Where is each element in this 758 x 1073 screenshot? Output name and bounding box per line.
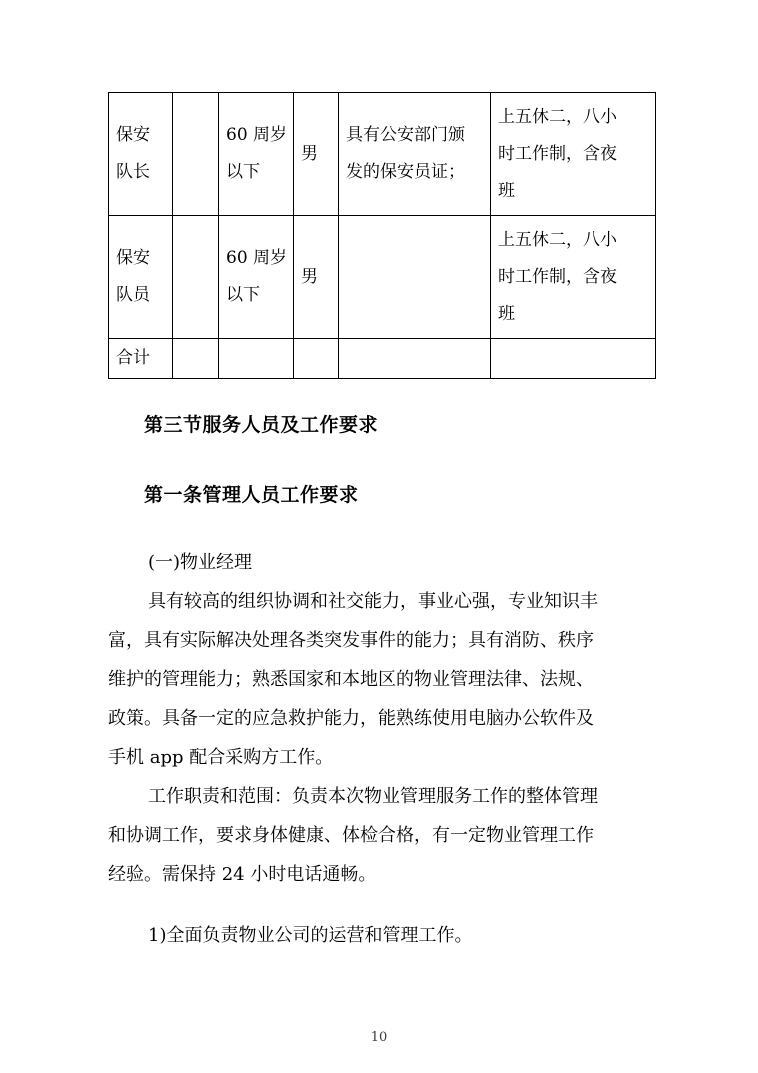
cell-total-age bbox=[219, 339, 294, 379]
cell-text-line: 上五休二，八小 bbox=[498, 106, 617, 127]
cell-qualification bbox=[339, 93, 491, 216]
paragraph-duties-scope bbox=[108, 777, 662, 894]
cell-qualification bbox=[339, 216, 491, 339]
body-line: 具有较高的组织协调和社交能力，事业心强，专业知识丰 bbox=[148, 591, 598, 612]
subsection-label bbox=[108, 543, 662, 582]
body-line: 经验。需保持 24 小时电话通畅。 bbox=[108, 864, 377, 885]
body-line: 1)全面负责物业公司的运营和管理工作。 bbox=[148, 925, 473, 946]
cell-total-schedule bbox=[491, 339, 656, 379]
body-line: 和协调工作，要求身体健康、体检合格，有一定物业管理工作 bbox=[108, 825, 594, 846]
table-row bbox=[109, 93, 656, 216]
cell-age bbox=[219, 216, 294, 339]
cell-count bbox=[173, 93, 219, 216]
cell-text-line: 时工作制，含夜 bbox=[498, 266, 617, 287]
cell-text-line: 上五休二，八小 bbox=[498, 229, 617, 250]
cell-text-line: 保安 bbox=[116, 125, 150, 145]
page-number: 10 bbox=[370, 1030, 388, 1045]
table-row-total bbox=[109, 339, 656, 379]
body-line: 维护的管理能力；熟悉国家和本地区的物业管理法律、法规、 bbox=[108, 669, 594, 690]
cell-text-line: 发的保安员证； bbox=[346, 162, 465, 182]
body-line: 富，具有实际解决处理各类突发事件的能力；具有消防、秩序 bbox=[108, 630, 594, 651]
cell-text-line: 班 bbox=[498, 180, 515, 201]
cell-gender: 男 bbox=[294, 93, 339, 216]
body-line: 政策。具备一定的应急救护能力，能熟练使用电脑办公软件及 bbox=[108, 708, 594, 729]
cell-total-label: 合计 bbox=[109, 339, 173, 379]
paragraph-manager-qualifications bbox=[108, 582, 662, 777]
section-heading: 第三节服务人员及工作要求 bbox=[144, 414, 379, 436]
table-row bbox=[109, 216, 656, 339]
cell-text-line: 具有公安部门颁 bbox=[346, 125, 465, 145]
cell-post bbox=[109, 93, 173, 216]
cell-count bbox=[173, 216, 219, 339]
cell-text-line: 保安 bbox=[116, 248, 150, 268]
cell-schedule bbox=[491, 216, 656, 339]
article-heading: 第一条管理人员工作要求 bbox=[144, 484, 359, 506]
cell-total-count bbox=[173, 339, 219, 379]
cell-text-line: 队长 bbox=[116, 162, 150, 182]
cell-total-gender bbox=[294, 339, 339, 379]
cell-text-line: 60 周岁 bbox=[226, 248, 288, 268]
cell-text-line: 以下 bbox=[226, 162, 260, 182]
cell-text-line: 时工作制，含夜 bbox=[498, 143, 617, 164]
cell-text-line: 队员 bbox=[116, 285, 150, 305]
cell-gender: 男 bbox=[294, 216, 339, 339]
body-line: (一)物业经理 bbox=[148, 552, 253, 573]
cell-post bbox=[109, 216, 173, 339]
body-line: 工作职责和范围：负责本次物业管理服务工作的整体管理 bbox=[148, 786, 598, 807]
cell-schedule bbox=[491, 93, 656, 216]
cell-age bbox=[219, 93, 294, 216]
staff-requirements-table bbox=[108, 92, 656, 379]
body-line: 手机 app 配合采购方工作。 bbox=[108, 747, 334, 768]
cell-total-qualification bbox=[339, 339, 491, 379]
cell-text-line: 班 bbox=[498, 303, 515, 324]
cell-text-line: 60 周岁 bbox=[226, 125, 288, 145]
cell-text-line: 以下 bbox=[226, 285, 260, 305]
paragraph-duty-item-1 bbox=[108, 916, 662, 955]
